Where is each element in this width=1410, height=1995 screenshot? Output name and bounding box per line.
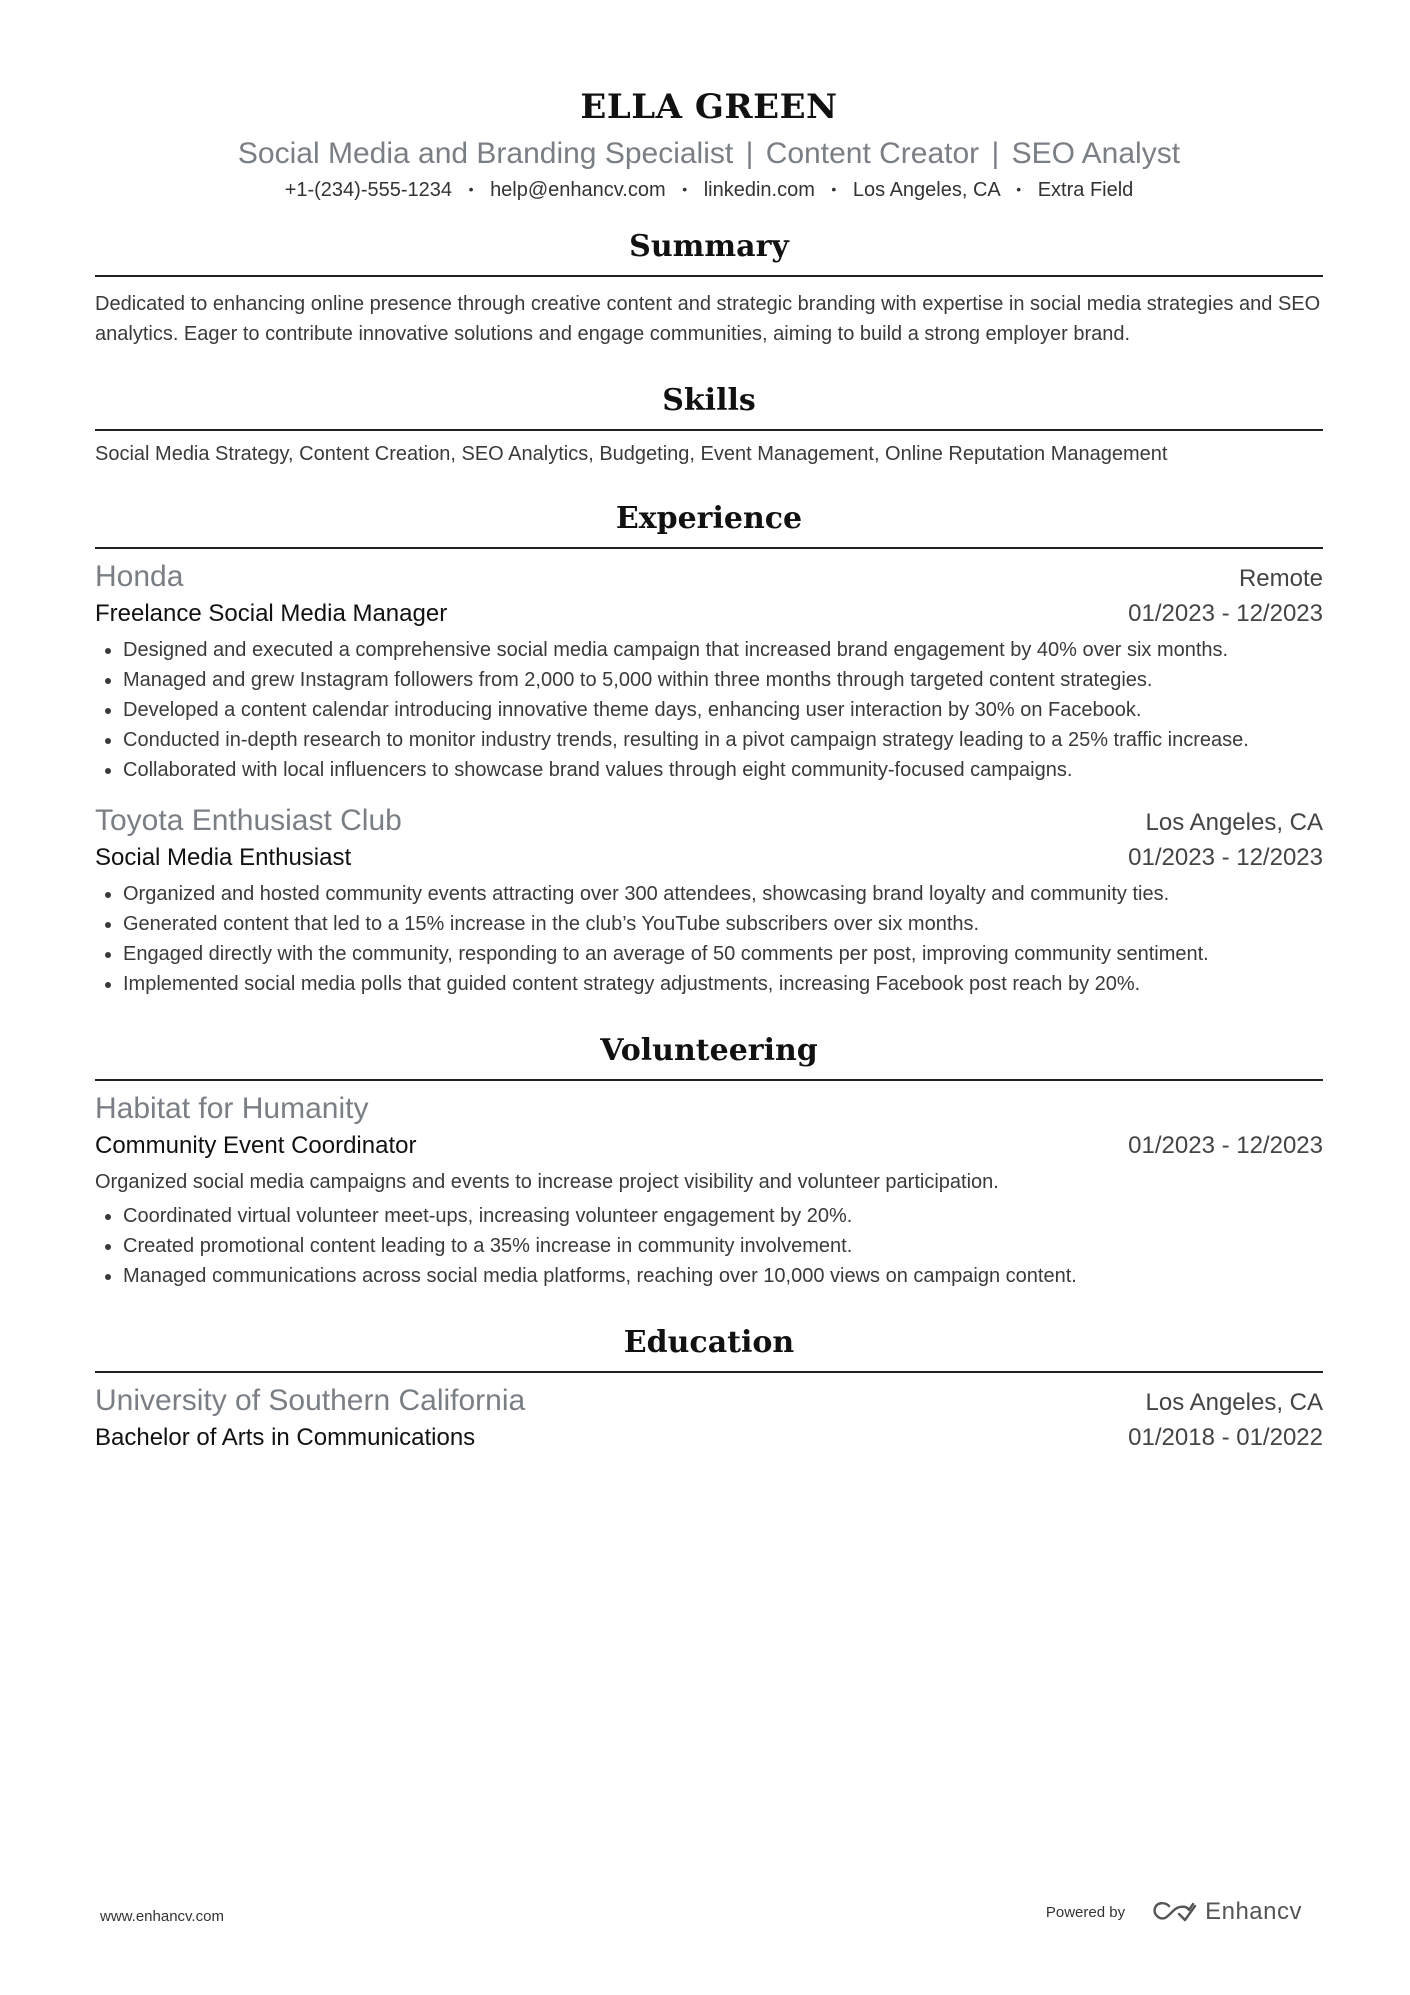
bullet-item: • Conducted in-depth research to monitor industry trends, resulting in a pivot campaign strategy leading to a 25% traffic increase. [123, 725, 1323, 755]
section-title: Experience [95, 499, 1323, 549]
bullet-item: • Designed and executed a comprehensive social media campaign that increased brand engagement by 40% over six months. [123, 635, 1323, 665]
volunteer-dates: 01/2023 - 12/2023 [1128, 1132, 1323, 1159]
powered-by-label: Powered by [1045, 1903, 1126, 1921]
headline [95, 134, 1323, 174]
section-title: Education [95, 1323, 1323, 1373]
contact-separator: • [682, 181, 688, 197]
job-location: Los Angeles, CA [1145, 809, 1323, 836]
experience-section [95, 499, 1323, 999]
company-name: Honda [95, 560, 184, 593]
entry-header [95, 1381, 1323, 1421]
contact-phone: +1-(234)-555-1234 [284, 179, 453, 201]
bullet-item: • Managed communications across social media platforms, reaching over 10,000 views on campaign content. [123, 1261, 1323, 1291]
bullet-list [95, 879, 1323, 999]
bullet-item: • Engaged directly with the community, responding to an average of 50 comments per post, improving community sentiment. [123, 939, 1323, 969]
entry-subheader [95, 841, 1323, 875]
contact-email[interactable]: help@enhancv.com [490, 179, 666, 201]
bullet-item: • Coordinated virtual volunteer meet-ups, increasing volunteer engagement by 20%. [123, 1201, 1323, 1231]
education-entry [95, 1381, 1323, 1455]
degree: Bachelor of Arts in Communications [95, 1424, 476, 1451]
volunteering-entry [95, 1089, 1323, 1291]
summary-text: Dedicated to enhancing online presence through creative content and strategic branding with expertise in social media strategies and SEO analytics. Eager to contribute innovative solutions and engage communities, aiming to build a strong employer brand. [95, 293, 1321, 345]
enhancv-logo-icon [1151, 1900, 1197, 1924]
candidate-name: ELLA GREEN [580, 87, 838, 127]
education-section [95, 1323, 1323, 1455]
section-title: Volunteering [95, 1031, 1323, 1081]
contact-separator: • [1016, 181, 1022, 197]
experience-entry [95, 801, 1323, 999]
bullet-item: • Developed a content calendar introducing innovative theme days, enhancing user interaction by 30% on Facebook. [123, 695, 1323, 725]
entry-subheader [95, 1129, 1323, 1163]
contact-extra-field: Extra Field [1037, 179, 1134, 201]
job-title: Social Media Enthusiast [95, 844, 352, 871]
bullet-list [95, 1201, 1323, 1291]
bullet-item: • Organized and hosted community events attracting over 300 attendees, showcasing brand loyalty and community ties. [123, 879, 1323, 909]
entry-header [95, 801, 1323, 841]
volunteer-description: Organized social media campaigns and events to increase project visibility and volunteer participation. [95, 1171, 999, 1193]
entry-subheader [95, 1421, 1323, 1455]
organization-name: Habitat for Humanity [95, 1092, 369, 1125]
headline-item: Social Media and Branding Specialist [237, 137, 734, 170]
footer-website[interactable]: www.enhancv.com [100, 1908, 224, 1925]
contact-separator: • [831, 181, 837, 197]
job-dates: 01/2023 - 12/2023 [1128, 844, 1323, 871]
footer-branding [1046, 1898, 1302, 1926]
entry-header [95, 557, 1323, 597]
headline-separator: | [745, 137, 754, 170]
bullet-item: • Created promotional content leading to a 35% increase in community involvement. [123, 1231, 1323, 1261]
skills-section [95, 381, 1323, 469]
experience-entry [95, 557, 1323, 785]
school-name: University of Southern California [95, 1384, 526, 1417]
job-location: Remote [1238, 565, 1323, 592]
contact-info [95, 176, 1323, 205]
section-title: Summary [95, 227, 1323, 277]
headline-item: SEO Analyst [1011, 137, 1181, 170]
bullet-item: • Generated content that led to a 15% increase in the club’s YouTube subscribers over six months. [123, 909, 1323, 939]
headline-item: Content Creator [765, 137, 980, 170]
volunteer-role: Community Event Coordinator [95, 1132, 417, 1159]
summary-section [95, 227, 1323, 349]
school-location: Los Angeles, CA [1145, 1389, 1323, 1416]
brand-name: Enhancv [1205, 1898, 1302, 1925]
contact-location: Los Angeles, CA [852, 179, 1000, 201]
education-dates: 01/2018 - 01/2022 [1128, 1424, 1323, 1451]
job-title: Freelance Social Media Manager [95, 600, 448, 627]
job-dates: 01/2023 - 12/2023 [1128, 600, 1323, 627]
bullet-item: • Implemented social media polls that guided content strategy adjustments, increasing Facebook post reach by 20%. [123, 969, 1323, 999]
entry-header [95, 1089, 1323, 1129]
entry-subheader [95, 597, 1323, 631]
bullet-item: • Managed and grew Instagram followers from 2,000 to 5,000 within three months through targeted content strategies. [123, 665, 1323, 695]
volunteering-section [95, 1031, 1323, 1291]
section-title: Skills [95, 381, 1323, 431]
headline-separator: | [991, 137, 1000, 170]
resume-page [95, 82, 1323, 1455]
bullet-list [95, 635, 1323, 785]
contact-separator: • [468, 181, 474, 197]
bullet-item: • Collaborated with local influencers to showcase brand values through eight community-focused campaigns. [123, 755, 1323, 785]
contact-linkedin[interactable]: linkedin.com [703, 179, 815, 201]
company-name: Toyota Enthusiast Club [95, 804, 402, 837]
skills-text: Social Media Strategy, Content Creation, SEO Analytics, Budgeting, Event Management, Online Reputation Management [95, 443, 1168, 465]
